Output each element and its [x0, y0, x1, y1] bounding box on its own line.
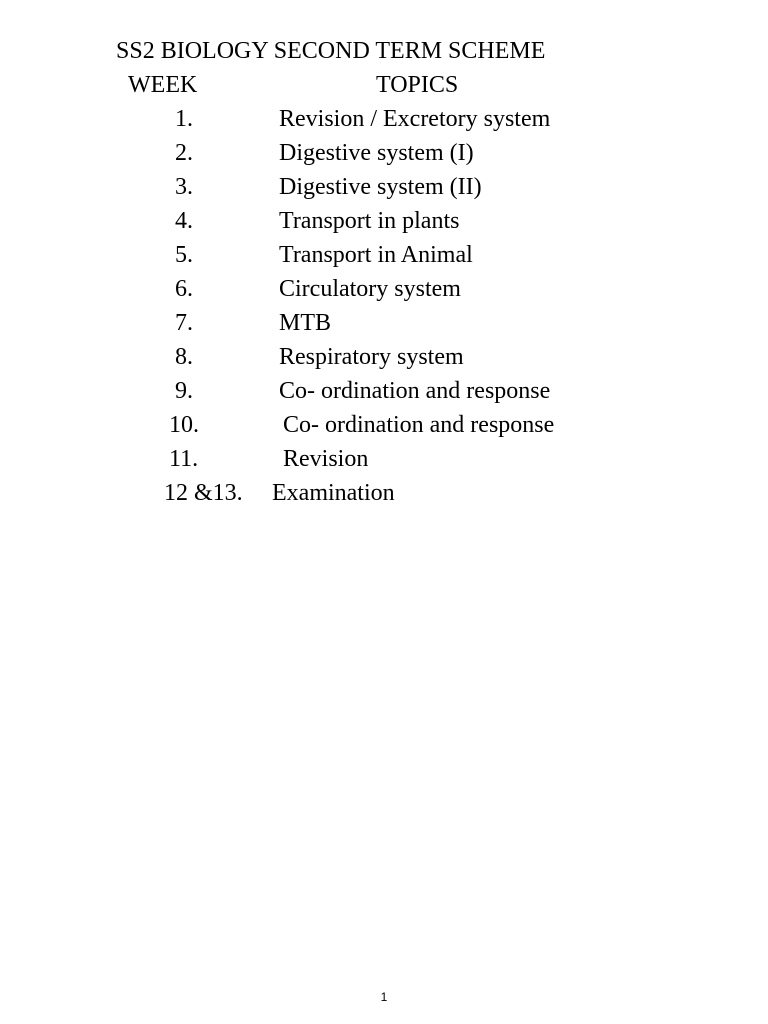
table-row: [0, 377, 768, 411]
week-number: 3.: [175, 174, 193, 200]
table-row: [0, 105, 768, 139]
week-number: 5.: [175, 242, 193, 268]
table-row: [0, 411, 768, 445]
table-row: [0, 479, 768, 513]
table-row: [0, 275, 768, 309]
week-number: 1.: [175, 106, 193, 132]
table-row: [0, 139, 768, 173]
week-number: 6.: [175, 276, 193, 302]
week-number: 10.: [169, 412, 199, 438]
topic-text: Digestive system (II): [279, 174, 482, 200]
topic-text: Transport in plants: [279, 208, 460, 234]
week-number: 12 &13.: [164, 480, 243, 506]
week-number: 9.: [175, 378, 193, 404]
week-number: 2.: [175, 140, 193, 166]
week-number: 11.: [169, 446, 199, 472]
topic-text: Examination: [272, 480, 395, 506]
topic-text: Respiratory system: [279, 344, 464, 370]
topics-column-header: TOPICS: [376, 72, 459, 98]
table-row: [0, 309, 768, 343]
table-row: [0, 241, 768, 275]
page-number: 1: [380, 990, 388, 1004]
week-column-header: WEEK: [128, 72, 198, 98]
topic-text: MTB: [279, 310, 332, 336]
document-title: SS2 BIOLOGY SECOND TERM SCHEME: [116, 38, 546, 64]
topic-text: Circulatory system: [279, 276, 461, 302]
week-number: 8.: [175, 344, 193, 370]
topic-text: Revision / Excretory system: [279, 106, 551, 132]
topic-text: Digestive system (I): [279, 140, 474, 166]
week-number: 4.: [175, 208, 193, 234]
table-row: [0, 343, 768, 377]
topic-text: Co- ordination and response: [283, 412, 555, 438]
table-row: [0, 445, 768, 479]
table-row: [0, 207, 768, 241]
topic-text: Transport in Animal: [279, 242, 473, 268]
topic-text: Co- ordination and response: [279, 378, 551, 404]
topic-text: Revision: [283, 446, 369, 472]
table-row: [0, 173, 768, 207]
week-number: 7.: [175, 310, 193, 336]
